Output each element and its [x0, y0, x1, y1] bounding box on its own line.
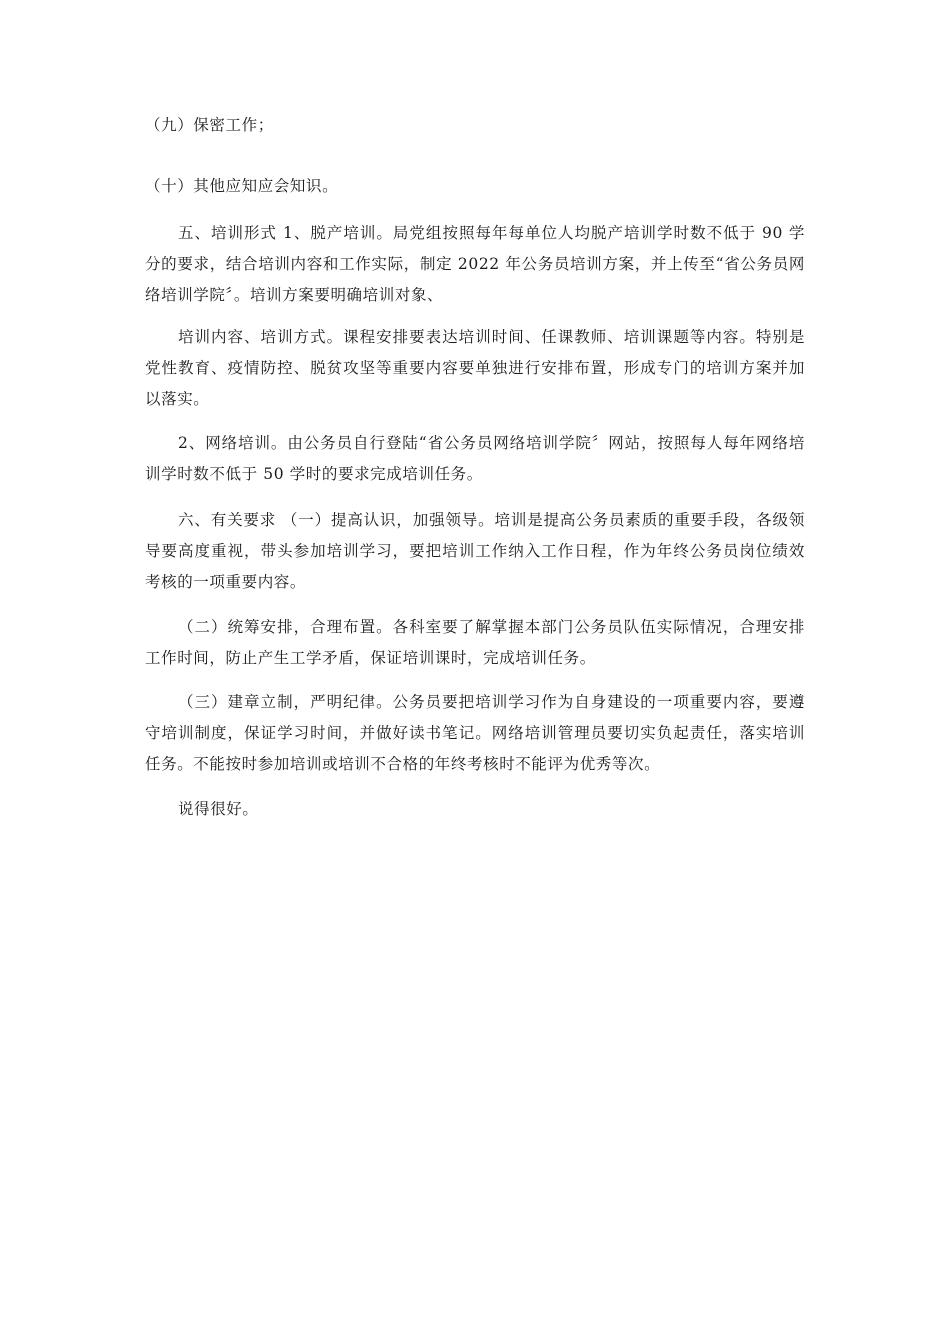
- paragraph-training-form: 五、培训形式 1、脱产培训。局党组按照每年每单位人均脱产培训学时数不低于 90 学分的要求，结合培训内容和工作实际，制定 2022 年公务员培训方案，并上传至“省公务员网络培训学院〞。培训方案要明确培训对象、: [145, 224, 805, 304]
- paragraph-discipline: （三）建章立制，严明纪律。公务员要把培训学习作为自身建设的一项重要内容，要遵守培训制度，保证学习时间，并做好读书笔记。网络培训管理员要切实负起责任，落实培训任务。不能按时参加培训或培训不合格的年终考核时不能评为优秀等次。: [145, 693, 805, 773]
- paragraph-training-content: 培训内容、培训方式。课程安排要表达培训时间、任课教师、培训课题等内容。特别是党性教育、疫情防控、脱贫攻坚等重要内容要单独进行安排布置，形成专门的培训方案并加以落实。: [145, 328, 805, 408]
- paragraph-closing: 说得很好。: [178, 800, 259, 818]
- paragraph-item-9: （九）保密工作；: [145, 116, 274, 134]
- paragraph-online-training: 2、网络培训。由公务员自行登陆“省公务员网络培训学院〞网站，按照每人每年网络培训学时数不低于 50 学时的要求完成培训任务。: [145, 434, 805, 483]
- paragraph-requirements: 六、有关要求 （一）提高认识，加强领导。培训是提高公务员素质的重要手段，各级领导要高度重视，带头参加培训学习，要把培训工作纳入工作日程，作为年终公务员岗位绩效考核的一项重要内容。: [145, 511, 805, 591]
- paragraph-coordination: （二）统筹安排，合理布置。各科室要了解掌握本部门公务员队伍实际情况，合理安排工作时间，防止产生工学矛盾，保证培训课时，完成培训任务。: [145, 618, 805, 667]
- paragraph-item-10: （十）其他应知应会知识。: [145, 177, 339, 195]
